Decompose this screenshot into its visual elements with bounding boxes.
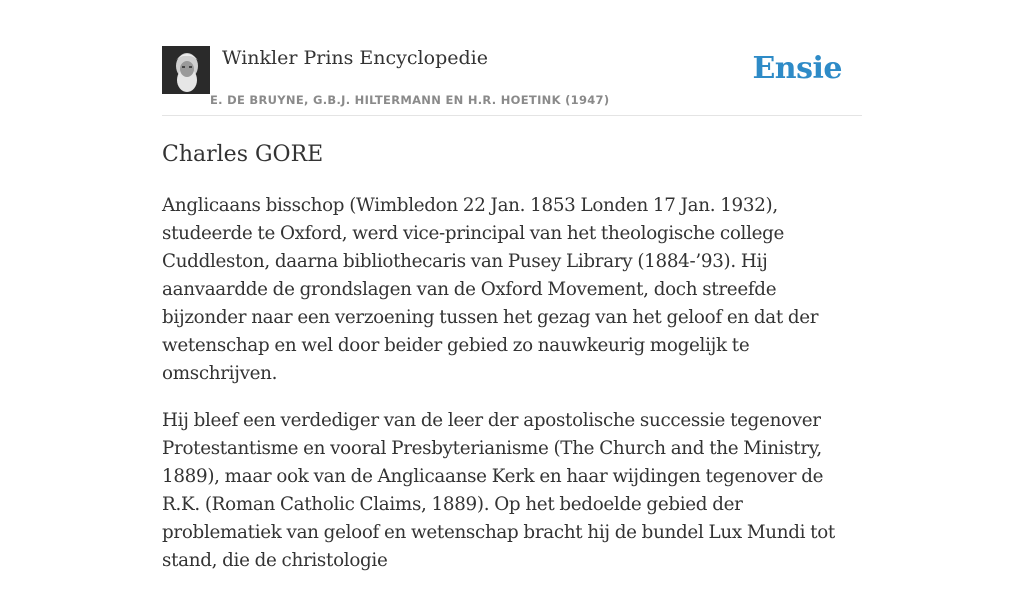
article-body bbox=[162, 192, 862, 594]
article-paragraph: Hij bleef een verdediger van de leer der apostolische successie tegenover Protestantisme en vooral Presbyterianisme (The Church and the Ministry, 1889), maar ook van de Anglicaanse Kerk en haar wijdingen tegenover de R.K. (Roman Catholic Claims, 1889). Op het bedoelde gebied der problematiek van geloof en wetenschap bracht hij de bundel Lux Mundi tot stand, die de christologie bbox=[162, 410, 835, 571]
article-paragraph: Anglicaans bisschop (Wimbledon 22 Jan. 1853 Londen 17 Jan. 1932), studeerde te Oxford, werd vice-principal van het theologische college Cuddleston, daarna bibliothecaris van Pusey Library (1884-’93). Hij aanvaardde de grondslagen van de Oxford Movement, doch streefde bijzonder naar een verzoening tussen het gezag van het geloof en dat der wetenschap en wel door beider gebied zo nauwkeurig mogelijk te omschrijven. bbox=[162, 195, 819, 384]
article-title: Charles GORE bbox=[162, 142, 324, 167]
publication-title[interactable]: Winkler Prins Encyclopedie bbox=[222, 47, 488, 69]
publication-authors: E. DE BRUYNE, G.B.J. HILTERMANN EN H.R. HOETINK (1947) bbox=[210, 93, 610, 107]
author-portrait-icon bbox=[162, 46, 210, 94]
brand-logo-link[interactable]: Ensie bbox=[752, 51, 842, 86]
publication-header bbox=[162, 46, 862, 116]
